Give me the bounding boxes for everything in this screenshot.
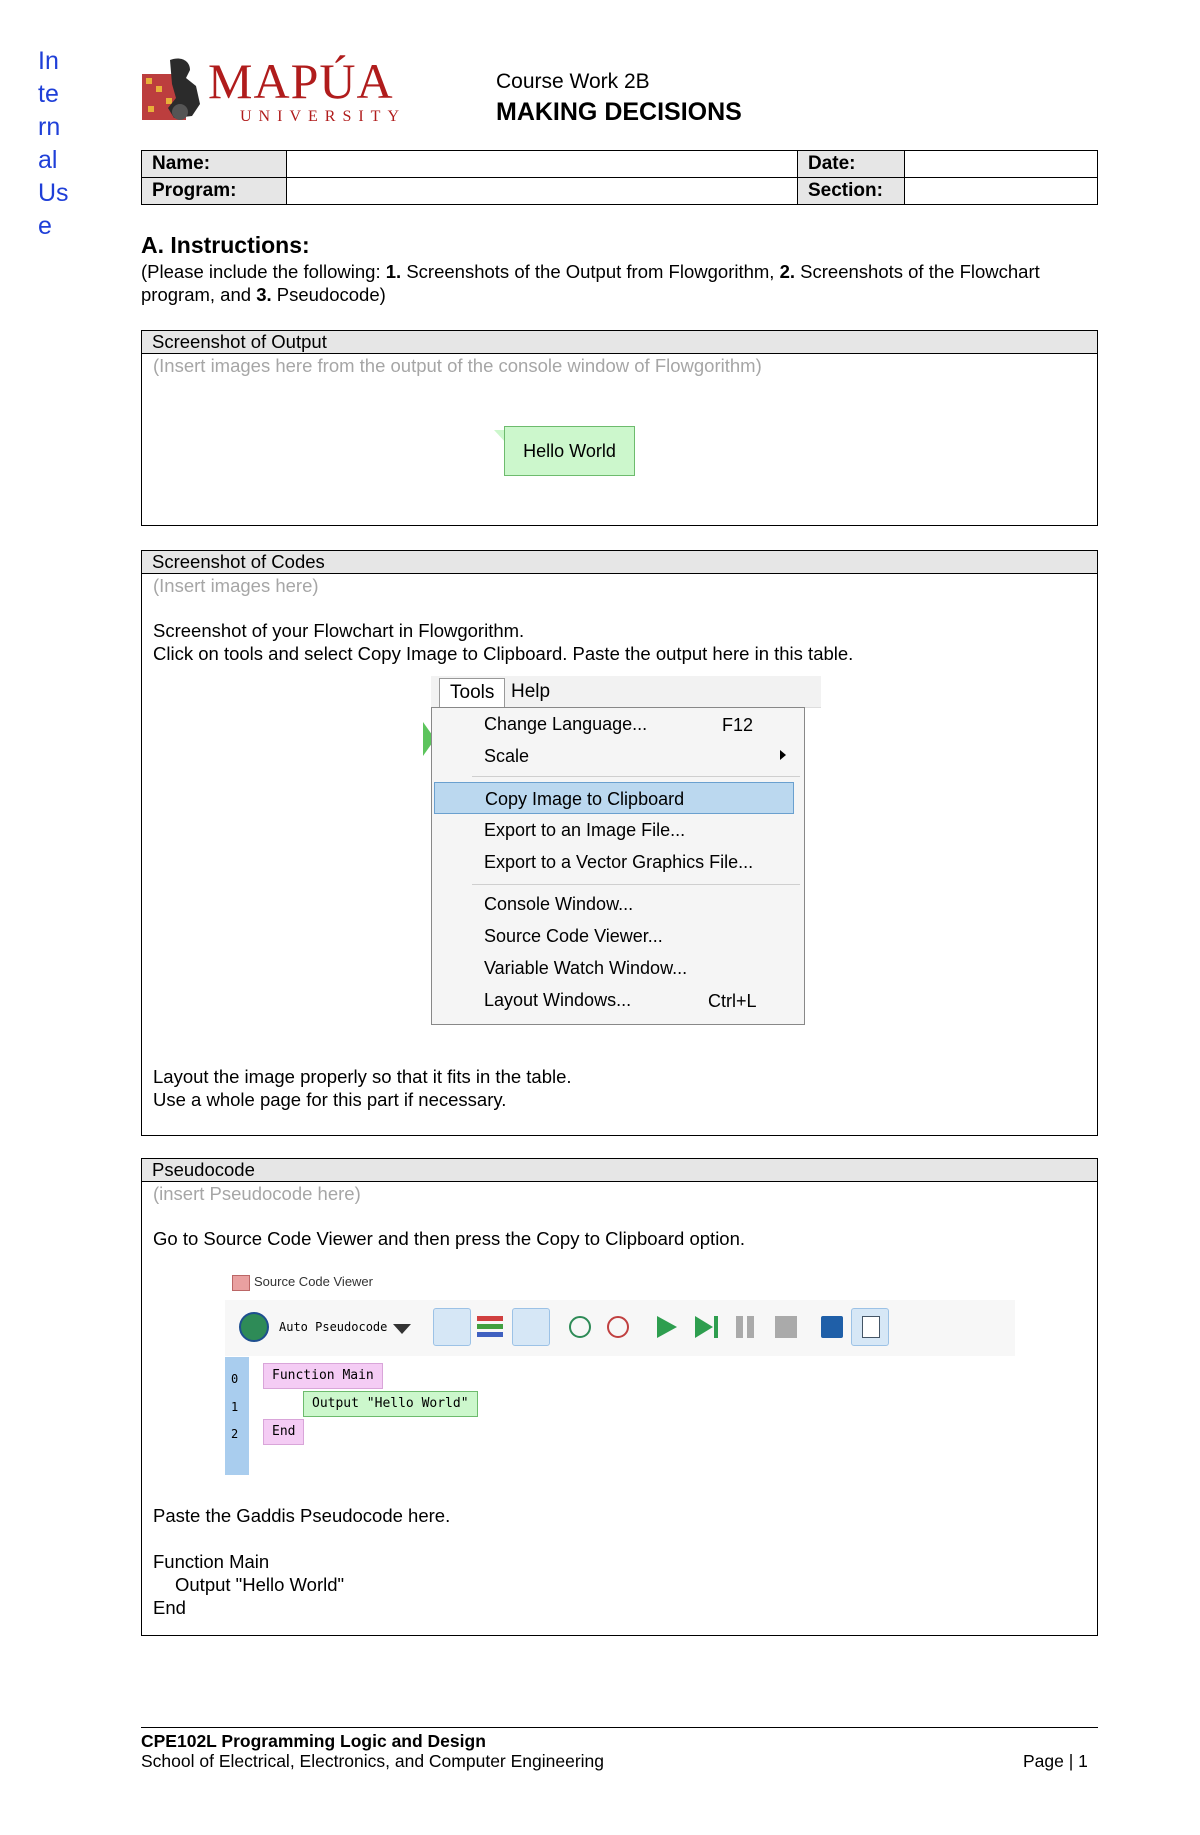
codes-instruction-4: Use a whole page for this part if necessary. [153,1089,507,1110]
menu-item-change-language[interactable] [484,708,647,740]
instructions-text [141,260,1101,306]
zoom-out-icon[interactable] [599,1308,637,1346]
zoom-in-icon[interactable] [561,1308,599,1346]
codes-box-header: Screenshot of Codes [142,551,1097,574]
tools-dropdown [431,707,805,1025]
line-number: 1 [231,1400,239,1414]
fit-view-button[interactable] [512,1308,550,1346]
date-field[interactable] [905,151,1098,178]
code-end: End [263,1419,304,1445]
instructions-heading: A. Instructions: [141,232,310,258]
instr-num: 3. [256,284,272,305]
instr-num: 2. [779,261,796,282]
menu-item-variable-watch[interactable] [484,952,687,984]
name-field[interactable] [287,151,798,178]
menu-item-label: Change Language... [484,714,648,734]
run-icon[interactable] [647,1308,685,1346]
menu-item-label: Console Window... [484,894,634,914]
menu-shortcut: F12 [722,715,754,735]
course-work-label: Course Work 2B [496,70,650,93]
logo-subtitle: UNIVERSITY [240,108,406,125]
internal-use-marker [38,45,78,243]
hello-world-output-shape: Hello World [504,426,635,476]
pseudocode-line: End [153,1597,186,1618]
student-info-table [141,150,1098,205]
pseudocode-line: Function Main [153,1551,270,1572]
color-view-button[interactable] [471,1308,509,1346]
name-label: Name: [142,151,287,178]
marker-line: Us [38,179,69,207]
marker-line: rn [38,113,61,141]
codes-instruction-2: Click on tools and select Copy Image to Clipboard. Paste the output here in this table. [153,643,854,664]
pseudocode-instruction-2: Paste the Gaddis Pseudocode here. [153,1505,451,1526]
output-box-header: Screenshot of Output [142,331,1097,354]
menu-tools[interactable]: Tools [439,678,505,707]
menu-item-scale[interactable] [484,740,529,772]
section-field[interactable] [905,178,1098,205]
viewer-window-icon [232,1275,250,1291]
menu-item-label: Layout Windows... [484,990,632,1010]
date-label: Date: [798,151,905,178]
instr-part: Screenshots of the Flowchart program, and [141,261,1040,305]
pseudocode-box [141,1158,1098,1636]
instr-part: (Please include the following: [141,261,386,282]
footer-course: CPE102L Programming Logic and Design [141,1731,486,1751]
viewer-title: Source Code Viewer [254,1274,373,1289]
menu-item-label: Export to a Vector Graphics File... [484,852,754,872]
viewer-toolbar [225,1300,1015,1356]
instr-num: 1. [385,261,402,282]
codes-placeholder: (Insert images here) [153,575,319,596]
instr-part: Screenshots of the Output from Flowgorithm, [401,261,780,282]
menu-help[interactable]: Help [511,681,551,702]
marker-line: al [38,146,58,174]
footer-divider [141,1727,1098,1728]
save-icon[interactable] [813,1308,851,1346]
logo-wordmark: MAPÚA [208,53,394,109]
source-code-viewer-screenshot [225,1270,1015,1475]
menu-separator [472,776,800,777]
copy-clipboard-icon[interactable] [851,1308,889,1346]
stop-icon[interactable] [767,1308,805,1346]
code-output: Output "Hello World" [303,1391,478,1417]
chevron-down-icon[interactable] [393,1324,411,1334]
step-icon[interactable] [687,1308,725,1346]
line-number: 2 [231,1427,239,1441]
menu-shortcut: Ctrl+L [708,991,757,1011]
menu-item-layout-windows[interactable] [484,984,631,1016]
tools-menu-screenshot [431,676,821,1024]
menu-item-label: Scale [484,746,530,766]
instr-part: Pseudocode) [271,284,386,305]
flowchart-view-button[interactable] [433,1308,471,1346]
language-select[interactable]: Auto Pseudocode [279,1320,388,1334]
menu-item-label: Export to an Image File... [484,820,686,840]
footer-school: School of Electrical, Electronics, and Computer Engineering [141,1751,605,1771]
marker-line: e [38,212,52,240]
pseudocode-line: Output "Hello World" [175,1574,345,1595]
page-number: Page | 1 [1023,1751,1088,1771]
program-label: Program: [142,178,287,205]
university-logo [140,52,460,132]
menu-item-export-vector[interactable] [484,846,753,878]
page-title: MAKING DECISIONS [496,98,742,126]
menu-item-source-viewer[interactable] [484,920,663,952]
code-function-main: Function Main [263,1363,383,1389]
section-label: Section: [798,178,905,205]
output-box [141,330,1098,526]
pseudocode-placeholder: (insert Pseudocode here) [153,1183,361,1204]
menu-item-label: Source Code Viewer... [484,926,663,946]
marker-line: In [38,47,59,75]
menu-separator [472,884,800,885]
submenu-arrow-icon [780,750,786,760]
menu-item-console-window[interactable] [484,888,633,920]
codes-instruction-1: Screenshot of your Flowchart in Flowgorithm. [153,620,525,641]
menu-item-label: Copy Image to Clipboard [485,789,685,809]
menu-item-export-image[interactable] [484,814,685,846]
codes-box [141,550,1098,1136]
line-number: 0 [231,1372,239,1386]
output-placeholder: (Insert images here from the output of the console window of Flowgorithm) [153,355,762,376]
codes-instruction-3: Layout the image properly so that it fits in the table. [153,1066,572,1087]
pause-icon[interactable] [727,1308,765,1346]
program-field[interactable] [287,178,798,205]
marker-line: te [38,80,59,108]
pseudocode-box-header: Pseudocode [142,1159,1097,1182]
pseudocode-instruction-1: Go to Source Code Viewer and then press the Copy to Clipboard option. [153,1228,746,1249]
menu-bar [431,676,821,708]
menu-item-label: Variable Watch Window... [484,958,688,978]
menu-item-copy-image[interactable] [434,782,794,814]
globe-icon [239,1312,269,1342]
